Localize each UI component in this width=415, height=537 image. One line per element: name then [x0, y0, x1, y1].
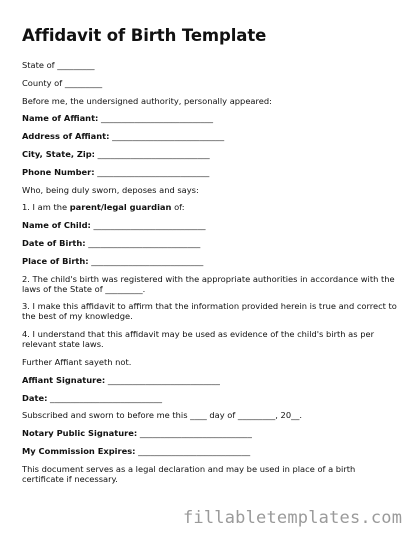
date-field — [22, 393, 397, 403]
date-blank: ___________________________ — [47, 392, 163, 403]
phone-number-field — [22, 167, 397, 177]
document-page — [22, 26, 397, 492]
subscribed-line: Subscribed and sworn to before me this ____ day of _________, 20__. — [22, 410, 303, 421]
date-label: Date: — [22, 392, 48, 403]
affiant-signature-blank: ___________________________ — [105, 374, 220, 385]
sworn-line: Who, being duly sworn, deposes and says: — [22, 184, 199, 195]
item-1-prefix: 1. I am the — [22, 202, 70, 213]
county-line: County of _________ — [22, 77, 103, 88]
watermark: fillabletemplates.com — [183, 508, 403, 528]
commission-expires-label: My Commission Expires: — [22, 445, 136, 456]
item-4: 4. I understand that this affidavit may be used as evidence of the child's birth as per relevant state laws. — [22, 329, 374, 350]
affiant-signature-field — [22, 375, 397, 385]
child-name-label: Name of Child: — [22, 220, 91, 231]
date-of-birth-blank: ___________________________ — [85, 237, 201, 248]
item-2: 2. The child's birth was registered with the appropriate authorities in accordance with the laws of the State of _________. — [22, 273, 395, 294]
commission-expires-field — [22, 446, 397, 456]
item-1-bold: parent/legal guardian — [69, 202, 172, 213]
further-line: Further Affiant sayeth not. — [22, 356, 132, 367]
affiant-address-blank: ___________________________ — [109, 131, 225, 142]
child-name-field — [22, 220, 397, 230]
child-name-blank: ___________________________ — [90, 220, 206, 231]
commission-expires-blank: ___________________________ — [135, 445, 251, 456]
affiant-name-blank: ___________________________ — [98, 113, 214, 124]
before-me-line: Before me, the undersigned authority, personally appeared: — [22, 95, 272, 106]
notary-signature-label: Notary Public Signature: — [22, 428, 138, 439]
date-of-birth-label: Date of Birth: — [22, 237, 86, 248]
affiant-address-label: Address of Affiant: — [22, 131, 110, 142]
notary-signature-blank: ___________________________ — [137, 428, 252, 439]
state-line: State of _________ — [22, 60, 95, 70]
phone-number-blank: ___________________________ — [94, 166, 210, 177]
item-1-suffix: of: — [171, 202, 185, 213]
affiant-address-field — [22, 131, 397, 141]
affiant-name-field — [22, 113, 397, 123]
city-state-zip-blank: ___________________________ — [95, 148, 210, 159]
city-state-zip-label: City, State, Zip: — [22, 148, 95, 159]
affiant-name-label: Name of Affiant: — [22, 113, 99, 124]
closing-line: This document serves as a legal declaration and may be used in place of a birth certificate if necessary. — [22, 463, 356, 484]
affiant-signature-label: Affiant Signature: — [22, 374, 106, 385]
phone-number-label: Phone Number: — [22, 166, 95, 177]
place-of-birth-field — [22, 256, 397, 266]
notary-signature-field — [22, 428, 397, 438]
document-title: Affidavit of Birth Template — [22, 26, 267, 45]
place-of-birth-label: Place of Birth: — [22, 255, 89, 266]
item-3: 3. I make this affidavit to affirm that the information provided herein is true and correct to the best of my knowledge. — [22, 301, 397, 322]
place-of-birth-blank: ___________________________ — [88, 255, 204, 266]
item-1 — [22, 202, 397, 212]
city-state-zip-field — [22, 149, 397, 159]
date-of-birth-field — [22, 238, 397, 248]
